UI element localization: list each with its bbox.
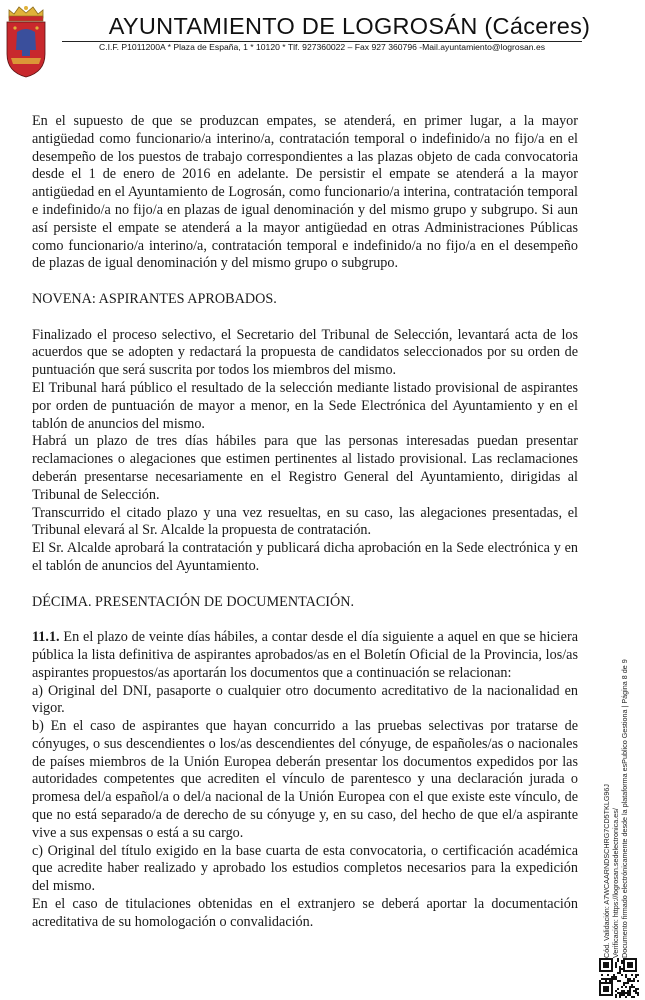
list-item-a: a) Original del DNI, pasaporte o cualquier otro documento acreditativo de la nacionalidad en vigor. <box>32 682 578 717</box>
list-item-b: b) En el caso de aspirantes que hayan concurrido a las pruebas selectivas por tratarse de cónyuges, o sus descendientes o los/as descendientes del cónyuge, de españoles/as o nacionales de países miembros de la Unión Europea deberán presentar los documentos expedidos por las autoridades competentes que acrediten el vínculo de parentesco y una declaración jurada o promesa del/a español/a o del/a nacional de la Unión Europea con el que existe este vínculo, de que no está separado/a de derecho de su cónyuge y, en su caso, del hecho de que el/a aspirante vive a sus expensas o está a su cargo. <box>32 718 578 841</box>
paragraph-empates: En el supuesto de que se produzcan empates, se atenderá, en primer lugar, a la mayor antigüedad como funcionario/a interino/a, contratación temporal o indefinido/a no fijo/a en el desempeño de los puestos de trabajo correspondientes a las plazas objeto de cada convocatoria desde el 1 de enero de 2016 en adelante. De persistir el empate se atenderá a la mayor antigüedad en el Ayuntamiento de Logrosán, como funcionario/a interina, contratación temporal e indefinido/a no fijo/a en plazas de igual denominación y del mismo grupo y subgrupo. Si aun así persiste el empate se atenderá a la mayor antigüedad en otras Administraciones Públicas como funcionario/a interino/a, contratación temporal e indefinido/a no fijo/a en el desempeño de plazas de igual denominación y del mismo grupo o subgrupo. <box>32 113 578 272</box>
header-title: AYUNTAMIENTO DE LOGROSÁN (Cáceres) <box>108 13 591 39</box>
document-body <box>32 113 578 932</box>
paragraph-aprobacion: El Sr. Alcalde aprobará la contratación y publicará dicha aprobación en la Sede electrónica y en el tablón de anuncios del Ayuntamiento. <box>32 540 578 574</box>
heading-decima: DÉCIMA. PRESENTACIÓN DE DOCUMENTACIÓN. <box>32 593 355 610</box>
paragraph-resultado: El Tribunal hará público el resultado de la selección mediante listado provisional de aspirantes por orden de puntuación de mayor a menor, en la Sede Electrónica del Ayuntamiento y en el tablón de anuncios del mismo. <box>32 379 578 432</box>
list-item-c: c) Original del título exigido en la base cuarta de esta convocatoria, o certificación académica que acredite haber realizado y aprobado los estudios completos necesarios para la expedición del mismo. <box>32 842 578 895</box>
paragraph-proceso-selectivo: Finalizado el proceso selectivo, el Secretario del Tribunal de Selección, levantará acta de los acuerdos que se adopten y redactará la propuesta de candidatos seleccionados por su orden de puntuación que será suscrita por todos los miembros del mismo. <box>32 326 578 379</box>
validation-code: Cód. Validación: A7WCAARNDSCHRG7CD5TKLG96J <box>602 783 611 958</box>
paragraph-propuesta: Transcurrido el citado plazo y una vez resueltas, en su caso, las alegaciones presentadas, el Tribunal elevará al Sr. Alcalde la propuesta de contratación. <box>32 504 578 539</box>
heading-novena: NOVENA: ASPIRANTES APROBADOS. <box>32 290 277 307</box>
section-number: 11.1. <box>32 629 60 646</box>
page-header <box>0 0 645 90</box>
paragraph-plazo-text: En el plazo de veinte días hábiles, a contar desde el día siguiente a aquel en que se hiciera pública la lista definitiva de aspirantes aprobados/as en el Boletín Oficial de la Provincia, los/as aspirantes propuestos/as aportarán los documentos que a continuación se relacionan: <box>32 629 578 681</box>
qr-code-icon <box>599 958 639 998</box>
verification-url[interactable]: Verificación: https://logrosan.sedelectronica.es/ <box>611 808 621 958</box>
validation-sidebar <box>602 638 636 958</box>
paragraph-titulaciones: En el caso de titulaciones obtenidas en el extranjero se deberá aportar la documentación acreditativa de su homologación o convalidación. <box>32 896 578 930</box>
coat-of-arms-icon <box>3 2 49 78</box>
paragraph-reclamaciones: Habrá un plazo de tres días hábiles para que las personas interesadas puedan presentar reclamaciones o alegaciones que estimen pertinentes al listado provisional. Las reclamaciones deberán presentarse necesariamente en el Registro General del Ayuntamiento, dirigidas al Tribunal de Selección. <box>32 433 578 503</box>
signature-note: Documento firmado electrónicamente desde la plataforma esPublico Gestiona | Página 8 de 9 <box>620 659 630 958</box>
paragraph-plazo <box>32 629 578 682</box>
header-contact-info: C.I.F. P1011200A * Plaza de España, 1 * 10120 * Tlf. 927360022 – Fax 927 360796 -Mail.ayuntamiento@logrosan.es <box>98 42 546 52</box>
